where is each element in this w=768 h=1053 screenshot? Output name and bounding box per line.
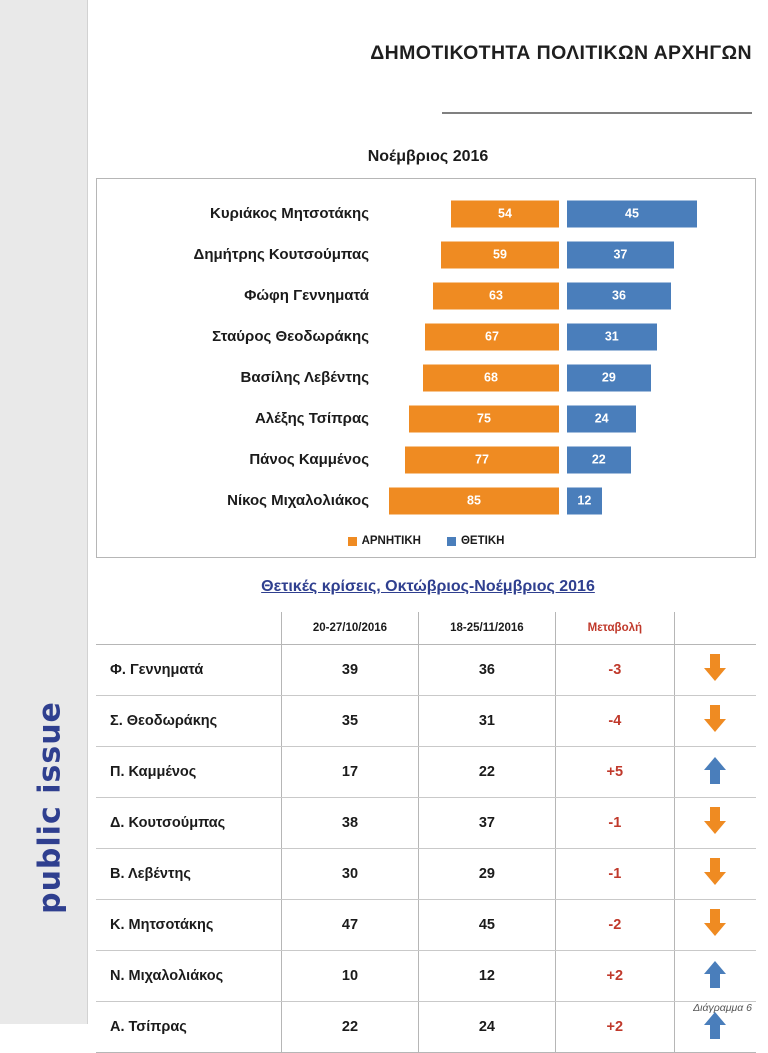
- bar-pair: [385, 200, 745, 227]
- legend-swatch-negative: [348, 537, 357, 546]
- page-title: ΔΗΜΟΤΙΚΟΤΗΤΑ ΠΟΛΙΤΙΚΩΝ ΑΡΧΗΓΩΝ: [370, 42, 752, 64]
- bar-category-label: Κυριάκος Μητσοτάκης: [210, 205, 369, 222]
- popularity-bar-chart: [96, 178, 756, 558]
- bar-positive: 12: [567, 487, 602, 514]
- cell-trend: [674, 849, 756, 900]
- bar-row: [97, 193, 755, 234]
- cell-change: -4: [555, 696, 674, 747]
- bar-row: [97, 398, 755, 439]
- chart-legend: [97, 535, 755, 547]
- table-row: [96, 849, 756, 900]
- cell-trend: [674, 645, 756, 696]
- arrow-down-icon: [704, 858, 726, 886]
- cell-change: +5: [555, 747, 674, 798]
- legend-label-positive: ΘΕΤΙΚΗ: [460, 535, 505, 547]
- cell-november: 36: [418, 645, 555, 696]
- bar-pair: [385, 364, 745, 391]
- bar-negative: 85: [389, 487, 559, 514]
- cell-name: Α. Τσίπρας: [96, 1002, 282, 1053]
- bar-category-label: Σταύρος Θεοδωράκης: [212, 328, 369, 345]
- bar-category-label: Αλέξης Τσίπρας: [254, 410, 369, 427]
- bar-positive: 29: [567, 364, 651, 391]
- bar-pair: [385, 282, 745, 309]
- bar-rows: [97, 179, 755, 521]
- bar-row: [97, 480, 755, 521]
- cell-name: Δ. Κουτσούμπας: [96, 798, 282, 849]
- table-header-row: [96, 612, 756, 645]
- cell-october: 39: [282, 645, 419, 696]
- bar-positive: 45: [567, 200, 697, 227]
- legend-swatch-positive: [447, 537, 456, 546]
- bar-category-label: Φώφη Γεννηματά: [244, 287, 369, 304]
- column-header-october: 20-27/10/2016: [282, 612, 419, 645]
- cell-name: Φ. Γεννηματά: [96, 645, 282, 696]
- bar-positive: 24: [567, 405, 636, 432]
- bar-negative: 54: [451, 200, 559, 227]
- table-row: [96, 798, 756, 849]
- column-header-change: Μεταβολή: [555, 612, 674, 645]
- bar-row: [97, 275, 755, 316]
- bar-pair: [385, 446, 745, 473]
- bar-category-label: Βασίλης Λεβέντης: [240, 369, 369, 386]
- cell-name: Ν. Μιχαλολιάκος: [96, 951, 282, 1002]
- column-header-trend: [674, 612, 756, 645]
- bar-category-label: Νίκος Μιχαλολιάκος: [227, 492, 369, 509]
- arrow-down-icon: [704, 909, 726, 937]
- table-row: [96, 900, 756, 951]
- arrow-down-icon: [704, 705, 726, 733]
- slide-content: [88, 0, 768, 1035]
- bar-positive: 22: [567, 446, 631, 473]
- cell-trend: [674, 696, 756, 747]
- bar-pair: [385, 323, 745, 350]
- cell-november: 12: [418, 951, 555, 1002]
- table-title: Θετικές κρίσεις, Οκτώβριος-Νοέμβριος 2016: [261, 578, 595, 595]
- bar-positive: 31: [567, 323, 657, 350]
- arrow-down-icon: [704, 654, 726, 682]
- cell-trend: [674, 798, 756, 849]
- table-row: [96, 747, 756, 798]
- bar-negative: 67: [425, 323, 559, 350]
- bar-row: [97, 234, 755, 275]
- title-divider: [442, 112, 752, 114]
- arrow-up-icon: [704, 756, 726, 784]
- cell-october: 47: [282, 900, 419, 951]
- cell-october: 22: [282, 1002, 419, 1053]
- bar-positive: 37: [567, 241, 674, 268]
- bar-negative: 77: [405, 446, 559, 473]
- left-sidebar-rail: [0, 0, 88, 1024]
- cell-november: 29: [418, 849, 555, 900]
- cell-change: -2: [555, 900, 674, 951]
- column-header-name: [96, 612, 282, 645]
- bar-negative: 75: [409, 405, 559, 432]
- table-row: [96, 696, 756, 747]
- cell-trend: [674, 747, 756, 798]
- cell-october: 38: [282, 798, 419, 849]
- cell-november: 45: [418, 900, 555, 951]
- arrow-up-icon: [704, 1011, 726, 1039]
- cell-name: Β. Λεβέντης: [96, 849, 282, 900]
- table-row: [96, 1002, 756, 1053]
- cell-november: 31: [418, 696, 555, 747]
- bar-negative: 59: [441, 241, 559, 268]
- arrow-down-icon: [704, 807, 726, 835]
- cell-october: 30: [282, 849, 419, 900]
- bar-negative: 63: [433, 282, 559, 309]
- bar-positive: 36: [567, 282, 671, 309]
- cell-november: 22: [418, 747, 555, 798]
- legend-label-negative: ΑΡΝΗΤΙΚΗ: [361, 535, 421, 547]
- bar-category-label: Δημήτρης Κουτσούμπας: [193, 246, 369, 263]
- bar-row: [97, 357, 755, 398]
- bar-pair: [385, 405, 745, 432]
- cell-change: -3: [555, 645, 674, 696]
- column-header-november: 18-25/11/2016: [418, 612, 555, 645]
- bar-category-label: Πάνος Καμμένος: [249, 451, 369, 468]
- cell-name: Σ. Θεοδωράκης: [96, 696, 282, 747]
- table-row: [96, 645, 756, 696]
- cell-change: -1: [555, 798, 674, 849]
- cell-november: 24: [418, 1002, 555, 1053]
- cell-change: -1: [555, 849, 674, 900]
- figure-caption: Διάγραμμα 6: [693, 1002, 752, 1014]
- bar-row: [97, 439, 755, 480]
- cell-october: 10: [282, 951, 419, 1002]
- table-row: [96, 951, 756, 1002]
- cell-name: Π. Καμμένος: [96, 747, 282, 798]
- table-body: [96, 645, 756, 1053]
- cell-october: 17: [282, 747, 419, 798]
- cell-change: +2: [555, 1002, 674, 1053]
- positive-ratings-table: [96, 612, 756, 1053]
- bar-pair: [385, 241, 745, 268]
- bar-row: [97, 316, 755, 357]
- legend-item-negative: [348, 535, 421, 547]
- cell-trend: [674, 951, 756, 1002]
- arrow-up-icon: [704, 960, 726, 988]
- cell-october: 35: [282, 696, 419, 747]
- bar-pair: [385, 487, 745, 514]
- cell-november: 37: [418, 798, 555, 849]
- chart-subtitle: Νοέμβριος 2016: [367, 148, 489, 165]
- cell-name: Κ. Μητσοτάκης: [96, 900, 282, 951]
- cell-change: +2: [555, 951, 674, 1002]
- legend-item-positive: [447, 535, 504, 547]
- brand-logo: public issue: [32, 701, 68, 914]
- bar-negative: 68: [423, 364, 559, 391]
- cell-trend: [674, 900, 756, 951]
